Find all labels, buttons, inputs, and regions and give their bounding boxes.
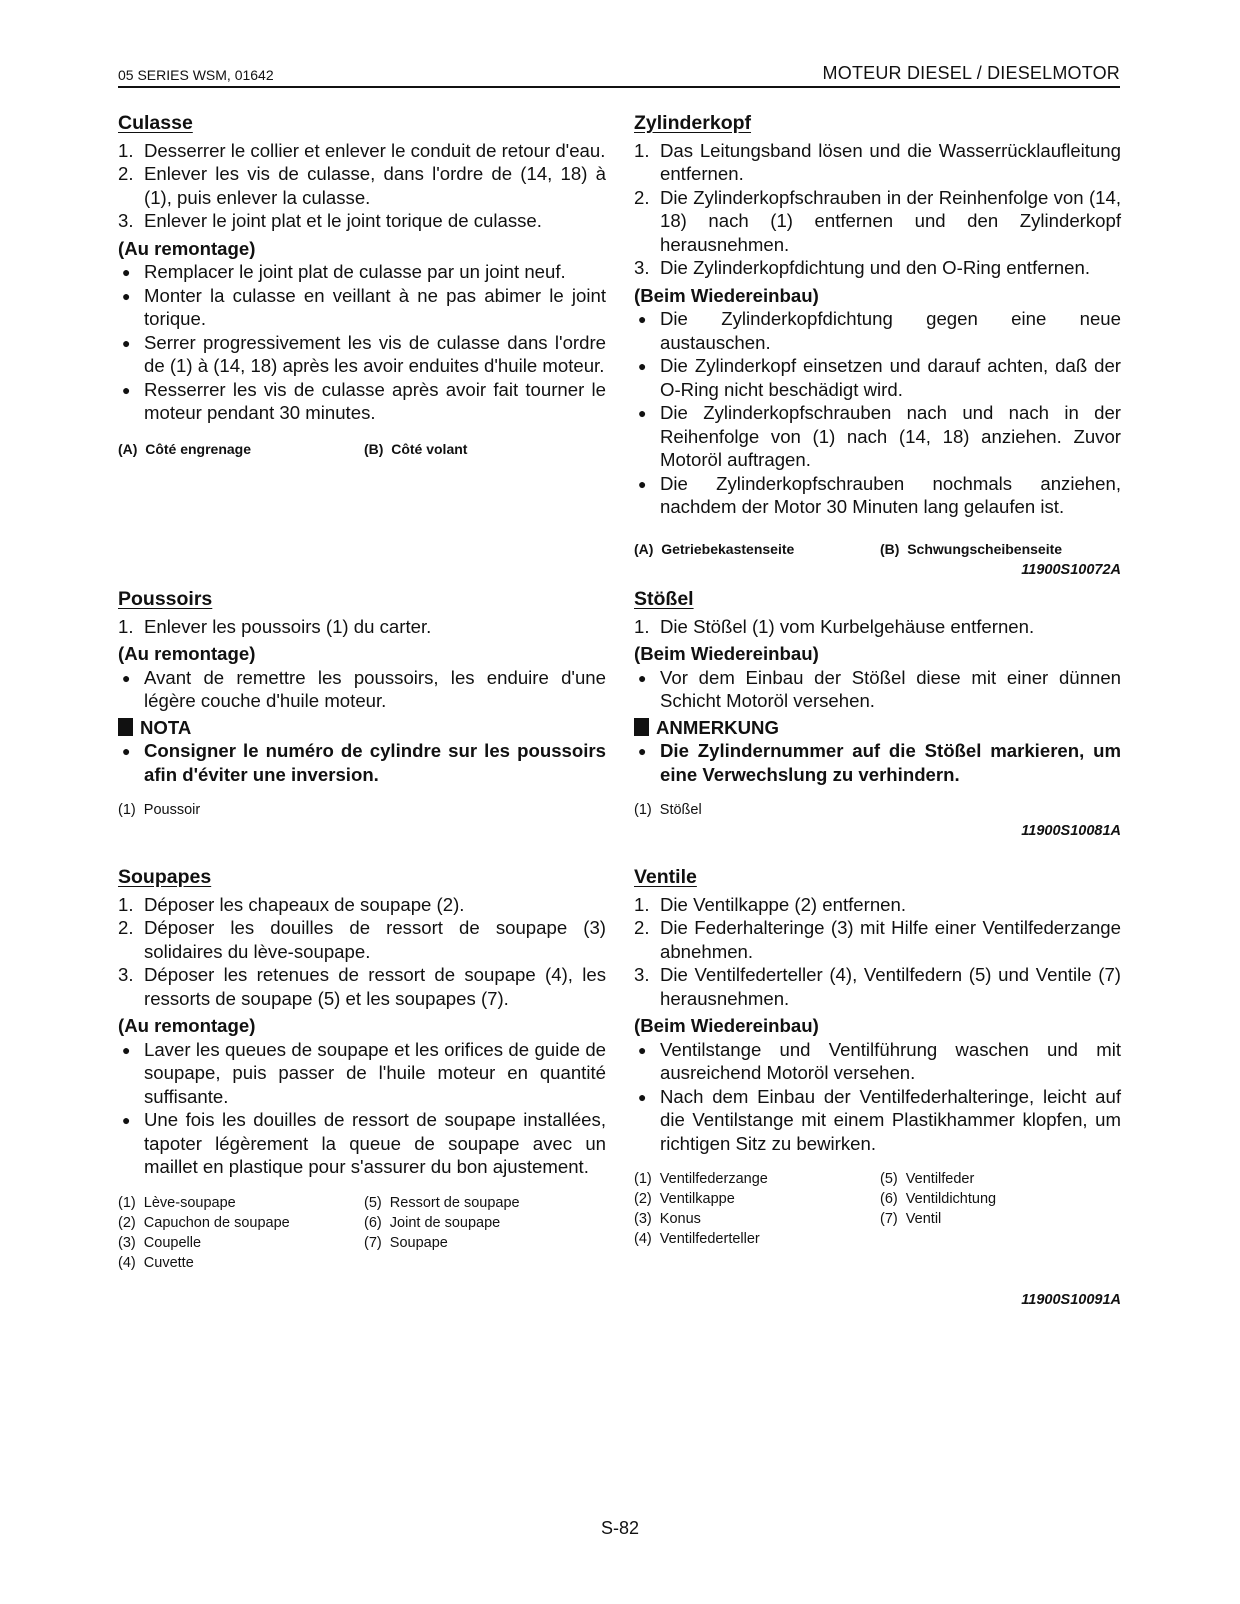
bullet-item: ● Die Zylinderkopfdichtung gegen eine neue austauschen. <box>638 308 1121 353</box>
legend-item: (1) Poussoir <box>118 802 201 818</box>
legend-item: (5) Ventilfeder <box>880 1171 975 1187</box>
figure-legend <box>118 1193 606 1273</box>
legend-item: (B) Schwungscheibenseite <box>880 540 1063 557</box>
bullet-item: ● Serrer progressivement les vis de culasse dans l'ordre de (1) à (14, 18) après les avoir enduites d'huile moteur. <box>122 331 606 376</box>
legend-item: (A) Côté engrenage <box>118 440 252 457</box>
step-item: 2. Die Zylinderkopfschrauben in der Reinhenfolge von (14, 18) nach (1) entfernen und den Zylinderkopf herausnehmen. <box>634 186 1121 255</box>
step-item: 3. Enlever le joint plat et le joint torique de culasse. <box>118 210 542 231</box>
section-title: Culasse <box>118 112 193 134</box>
step-item: 2. Die Federhalteringe (3) mit Hilfe einer Ventilfederzange abnehmen. <box>634 917 1121 962</box>
subheading: (Beim Wiedereinbau) <box>634 284 819 306</box>
step-item: 1. Desserrer le collier et enlever le conduit de retour d'eau. <box>118 139 606 161</box>
step-item: 3. Die Zylinderkopfdichtung und den O-Ring entfernen. <box>634 257 1090 278</box>
legend-item: (7) Ventil <box>880 1211 942 1227</box>
bullet-item: ● Resserrer les vis de culasse après avoir fait tourner le moteur pendant 30 minutes. <box>122 378 606 423</box>
section-title: Soupapes <box>118 866 212 888</box>
legend-item: (2) Capuchon de soupape <box>118 1214 290 1231</box>
section-culasse <box>118 112 606 459</box>
section-poussoirs <box>118 588 606 820</box>
bullet-item: ● Monter la culasse en veillant à ne pas abimer le joint torique. <box>122 284 606 329</box>
section-title: Stößel <box>634 588 694 610</box>
legend-item: (2) Ventilkappe <box>634 1191 735 1207</box>
subheading: (Au remontage) <box>118 643 256 664</box>
step-item: 3. Déposer les retenues de ressort de soupape (4), les ressorts de soupape (5) et les soupapes (7). <box>118 964 606 1009</box>
step-item: 3. Die Ventilfederteller (4), Ventilfedern (5) und Ventile (7) herausnehmen. <box>634 964 1121 1009</box>
legend-item: (1) Stößel <box>634 802 702 818</box>
legend-item: (4) Cuvette <box>118 1254 194 1271</box>
subheading: (Beim Wiedereinbau) <box>634 1015 819 1036</box>
bullet-item: ● Avant de remettre les poussoirs, les enduire d'une légère couche d'huile moteur. <box>122 666 606 711</box>
bullet-item: ● Nach dem Einbau der Ventilfederhalteringe, leicht auf die Ventilstange mit einem Plastikhammer klopfen, um richtigen Sitz zu bewirken. <box>638 1085 1121 1154</box>
note-heading: NOTA <box>118 716 606 740</box>
note-square-icon <box>634 718 649 736</box>
bullet-item: ● Remplacer le joint plat de culasse par un joint neuf. <box>122 261 566 282</box>
section-zylinderkopf <box>634 112 1121 582</box>
legend-item: (3) Konus <box>634 1211 701 1227</box>
bullet-item: ● Die Zylinderkopfschrauben nochmals anziehen, nachdem der Motor 30 Minuten lang gelaufen ist. <box>638 472 1121 517</box>
figure-legend <box>118 439 606 459</box>
bullet-item: ● Laver les queues de soupape et les orifices de guide de soupape, puis passer de l'huile moteur en quantité suffisante. <box>122 1038 606 1107</box>
legend-item: (5) Ressort de soupape <box>364 1194 520 1211</box>
section-ventile <box>634 866 1121 1313</box>
legend-item: (1) Lève-soupape <box>118 1194 236 1211</box>
note-bullet: ● Consigner le numéro de cylindre sur les poussoirs afin d'éviter une inversion. <box>122 740 606 785</box>
figure-legend <box>634 800 1121 820</box>
section-title: Zylinderkopf <box>634 112 752 134</box>
section-title: Poussoirs <box>118 588 213 610</box>
note-bullet: ● Die Zylindernummer auf die Stößel markieren, um eine Verwechslung zu verhindern. <box>638 740 1121 785</box>
bullet-item: ● Vor dem Einbau der Stößel diese mit einer dünnen Schicht Motoröl versehen. <box>638 666 1121 711</box>
bullet-item: ● Ventilstange und Ventilführung waschen und mit ausreichend Motoröl versehen. <box>638 1038 1121 1083</box>
section-title: Ventile <box>634 866 697 888</box>
reference-code: 11900S10081A <box>1021 823 1121 839</box>
subheading: (Au remontage) <box>118 237 256 259</box>
step-item: 1. Die Stößel (1) vom Kurbelgehäuse entfernen. <box>634 615 1035 637</box>
legend-item: (6) Joint de soupape <box>364 1214 501 1231</box>
figure-legend <box>634 539 1121 559</box>
legend-item: (1) Ventilfederzange <box>634 1171 768 1187</box>
chapter-title: MOTEUR DIESEL / DIESELMOTOR <box>822 63 1120 83</box>
page-number: S-82 <box>600 1518 640 1538</box>
section-soupapes <box>118 866 606 1273</box>
figure-legend <box>118 800 606 820</box>
subheading: (Au remontage) <box>118 1015 256 1036</box>
step-item: 2. Enlever les vis de culasse, dans l'ordre de (14, 18) à (1), puis enlever la culasse. <box>118 163 606 208</box>
step-item: 2. Déposer les douilles de ressort de soupape (3) solidaires du lève-soupape. <box>118 917 606 962</box>
legend-item: (B) Côté volant <box>364 440 468 457</box>
legend-item: (3) Coupelle <box>118 1234 202 1251</box>
step-item: 1. Das Leitungsband lösen und die Wasserrücklaufleitung entfernen. <box>634 139 1121 184</box>
bullet-item: ● Die Zylinderkopf einsetzen und darauf achten, daß der O-Ring nicht beschädigt wird. <box>638 355 1121 400</box>
step-item: 1. Die Ventilkappe (2) entfernen. <box>634 893 907 915</box>
section-stoessel <box>634 588 1121 844</box>
legend-item: (7) Soupape <box>364 1234 448 1251</box>
reference-code: 11900S10072A <box>1021 561 1121 578</box>
legend-item: (4) Ventilfederteller <box>634 1231 760 1247</box>
figure-legend <box>634 1169 1121 1249</box>
note-square-icon <box>118 718 133 736</box>
manual-code: 05 SERIES WSM, 01642 <box>118 67 274 83</box>
subheading: (Beim Wiedereinbau) <box>634 643 819 664</box>
legend-item: (6) Ventildichtung <box>880 1191 997 1207</box>
legend-item: (A) Getriebekastenseite <box>634 540 795 557</box>
bullet-item: ● Une fois les douilles de ressort de soupape installées, tapoter légèrement la queue de soupape avec un maillet en plastique pour s'assurer du bon ajustement. <box>122 1109 606 1177</box>
step-item: 1. Déposer les chapeaux de soupape (2). <box>118 893 465 915</box>
note-heading: ANMERKUNG <box>634 716 1121 740</box>
bullet-item: ● Die Zylinderkopfschrauben nach und nach in der Reihenfolge von (1) nach (14, 18) anziehen. Zuvor Motoröl auftragen. <box>638 402 1121 470</box>
page-header <box>118 62 1120 88</box>
step-item: 1. Enlever les poussoirs (1) du carter. <box>118 615 432 637</box>
reference-code: 11900S10091A <box>1021 1292 1121 1308</box>
